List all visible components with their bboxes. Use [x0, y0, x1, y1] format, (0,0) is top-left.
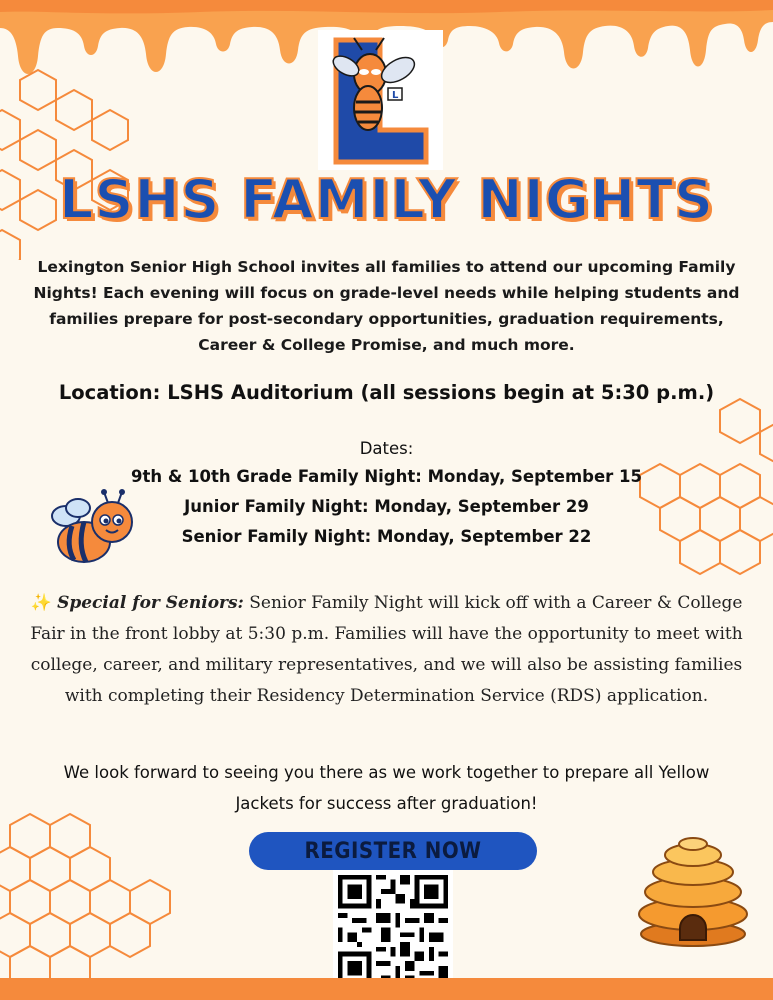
special-for-seniors-paragraph: [30, 588, 743, 712]
intro-paragraph: Lexington Senior High School invites all families to attend our upcoming Family Nights! Each evening will focus on grade-level needs while helping students and families prepare for post-secondary opportunities, graduation requirements, Career & College Promise, and much more.: [33, 258, 740, 354]
date-item: Junior Family Night: Monday, September 29: [184, 497, 589, 516]
special-text: Senior Family Night will kick off with a Career & College Fair in the front lobby at 5:30 p.m. Families will have the opportunity to meet with college, career, and military representatives, and we will also be assisting families with completing their Residency Determination Service (RDS) application.: [30, 593, 743, 706]
cartoon-bee-icon: [48, 488, 138, 568]
sparkle-icon: ✨: [30, 593, 52, 613]
dates-label: Dates:: [359, 439, 414, 458]
page-title: LSHS FAMILY NIGHTS: [59, 168, 714, 231]
honeycomb-pattern-right: [620, 395, 773, 595]
beehive-icon: [634, 836, 752, 948]
date-item: Senior Family Night: Monday, September 22: [181, 527, 592, 546]
yellow-jacket-mascot-logo: [318, 30, 443, 170]
special-lead: Special for Seniors:: [57, 593, 244, 613]
bottom-border: [0, 978, 773, 1000]
logo-letter: L: [392, 90, 399, 101]
qr-code[interactable]: [333, 870, 453, 990]
closing-paragraph: We look forward to seeing you there as we work together to prepare all Yellow Jackets for success after graduation!: [63, 763, 710, 813]
date-item: 9th & 10th Grade Family Night: Monday, September 15: [130, 467, 643, 486]
honeycomb-pattern-left-bottom: [0, 810, 200, 980]
location-line: Location: LSHS Auditorium (all sessions begin at 5:30 p.m.): [58, 381, 715, 404]
register-now-button[interactable]: REGISTER NOW: [249, 832, 537, 870]
